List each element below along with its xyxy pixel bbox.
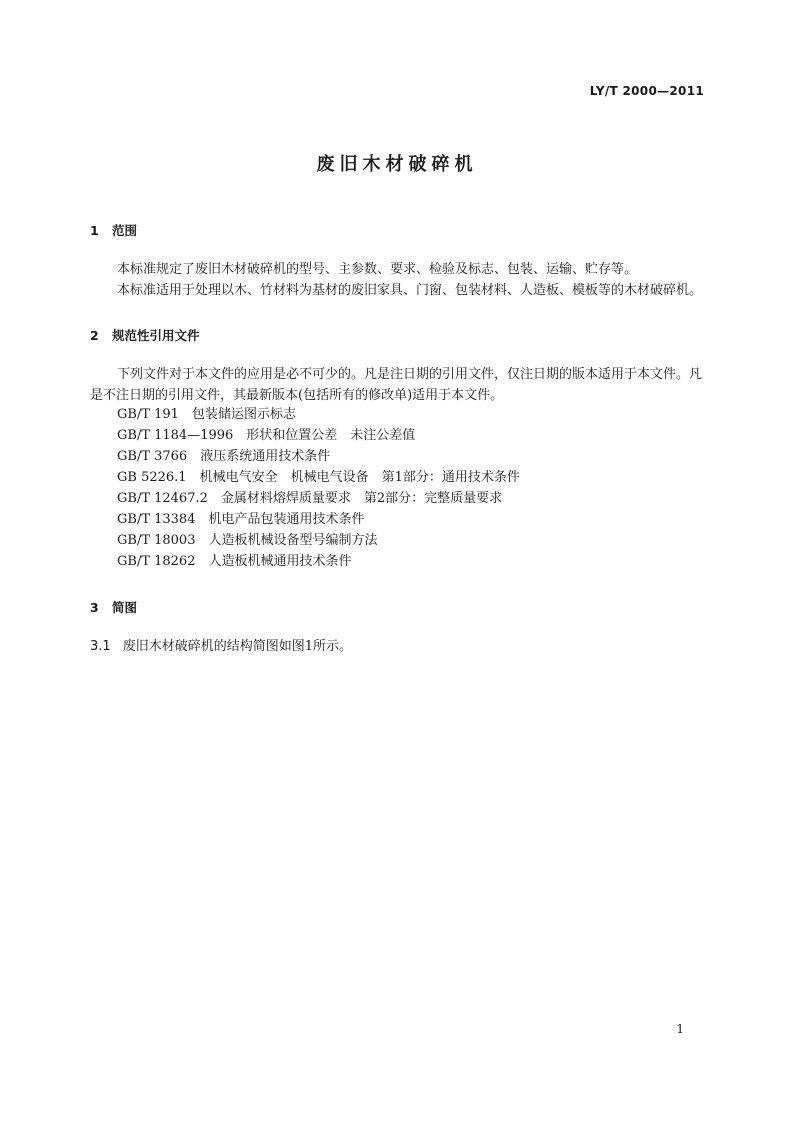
standard-code: LY/T 2000—2011 [589, 84, 704, 98]
section-2-number: 2 [90, 328, 99, 343]
reference-title: 金属材料熔焊质量要求 第2部分：完整质量要求 [220, 491, 503, 506]
clause-number: 3.1 [90, 639, 111, 654]
section-1-paragraph: 本标准适用于处理以木、竹材料为基材的废旧家具、门窗、包装材料、人造板、模板等的木材破碎机。 [117, 283, 703, 298]
section-3-title: 简图 [112, 600, 138, 615]
reference-code: GB/T 13384 [117, 512, 196, 527]
reference-title: 人造板机械设备型号编制方法 [208, 533, 378, 548]
page-number: 1 [676, 1022, 684, 1036]
reference-title: 机械电气安全 机械电气设备 第1部分：通用技术条件 [199, 470, 520, 485]
reference-list [117, 404, 520, 572]
document-title: 废旧木材破碎机 [316, 154, 478, 175]
section-1-number: 1 [90, 223, 99, 238]
reference-item [117, 530, 520, 551]
reference-title: 人造板机械通用技术条件 [208, 554, 352, 569]
section-3-heading [90, 598, 137, 616]
reference-code: GB/T 1184—1996 [117, 428, 234, 443]
reference-item [117, 488, 520, 509]
reference-title: 形状和位置公差 未注公差值 [246, 428, 416, 443]
section-1-title: 范围 [112, 223, 138, 238]
reference-item [117, 551, 520, 572]
reference-code: GB/T 18003 [117, 533, 196, 548]
section-1-paragraph: 本标准规定了废旧木材破碎机的型号、主参数、要求、检验及标志、包装、运输、贮存等。 [117, 262, 638, 277]
reference-code: GB 5226.1 [117, 470, 187, 485]
clause-3-1 [90, 636, 352, 657]
reference-code: GB/T 12467.2 [117, 491, 208, 506]
reference-code: GB/T 3766 [117, 449, 188, 464]
section-1-heading [90, 221, 137, 239]
reference-item [117, 446, 520, 467]
section-2-heading [90, 326, 200, 344]
section-2-intro [90, 364, 710, 406]
reference-code: GB/T 191 [117, 407, 179, 422]
reference-title: 液压系统通用技术条件 [200, 449, 331, 464]
section-1-body [90, 259, 710, 301]
section-3-number: 3 [90, 600, 99, 615]
reference-title: 机电产品包装通用技术条件 [208, 512, 365, 527]
reference-title: 包装储运图示标志 [191, 407, 296, 422]
section-2-title: 规范性引用文件 [112, 328, 200, 343]
reference-code: GB/T 18262 [117, 554, 196, 569]
clause-text: 废旧木材破碎机的结构简图如图1所示。 [122, 639, 352, 654]
reference-item [117, 404, 520, 425]
reference-item [117, 425, 520, 446]
reference-item [117, 509, 520, 530]
reference-item [117, 467, 520, 488]
section-2-intro-text: 下列文件对于本文件的应用是必不可少的。凡是注日期的引用文件，仅注日期的版本适用于本文件。凡是不注日期的引用文件，其最新版本(包括所有的修改单)适用于本文件。 [90, 367, 703, 403]
